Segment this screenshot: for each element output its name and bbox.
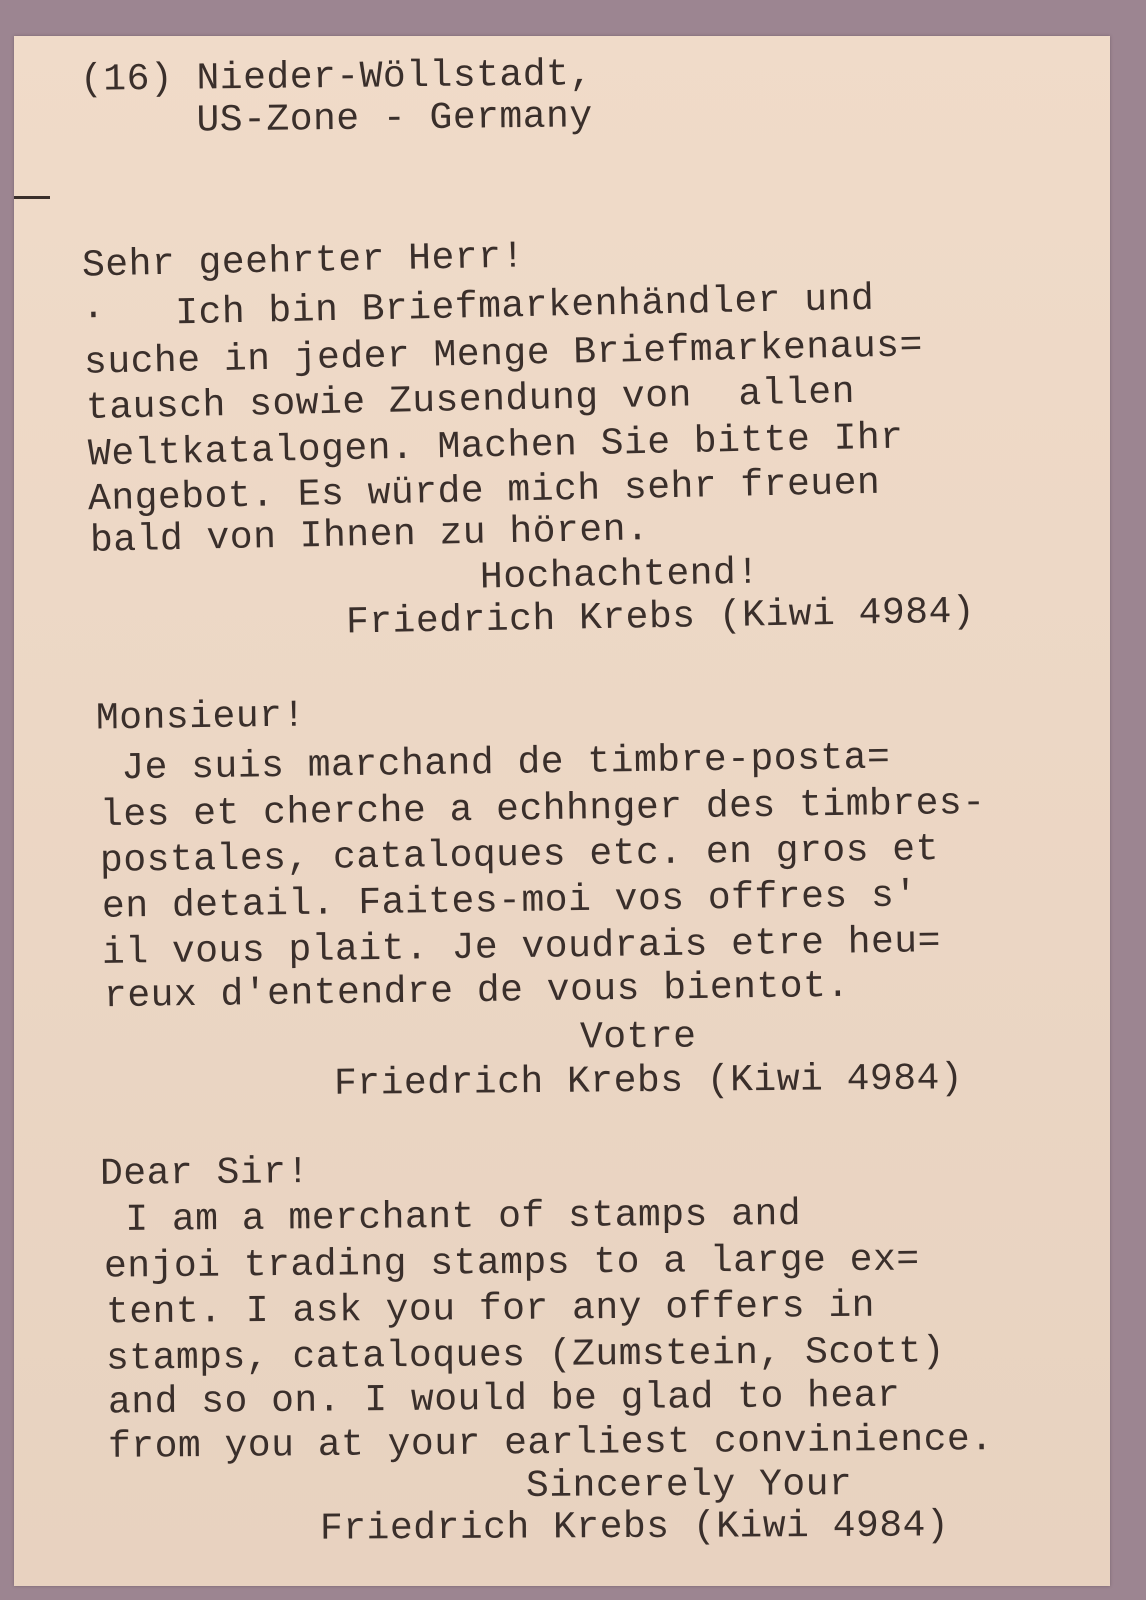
- english-body-line: I am a merchant of stamps and: [101, 1192, 802, 1243]
- english-signature: Friedrich Krebs (Kiwi 4984): [319, 1504, 950, 1551]
- french-body-line: il vous plait. Je voudrais etre heu=: [101, 920, 942, 975]
- margin-tick-mark: [14, 196, 50, 199]
- french-body-line: en detail. Faites-moi vos offres s': [101, 874, 918, 929]
- german-body-line: bald von Ihnen zu hören.: [89, 508, 650, 563]
- english-body-line: and so on. I would be glad to hear: [107, 1374, 901, 1425]
- english-body-line: from you at your earliest convinience.: [107, 1418, 994, 1469]
- french-body-line: Je suis marchand de timbre-posta=: [97, 736, 891, 791]
- french-salutation: Monsieur!: [95, 694, 307, 741]
- english-closing: Sincerely Your: [525, 1463, 853, 1508]
- german-body-line: tausch sowie Zusendung von allen: [85, 370, 856, 431]
- german-body-line: · Ich bin Briefmarkenhändler und: [81, 277, 875, 338]
- address-line-1: (16) Nieder-Wöllstadt,: [79, 53, 593, 102]
- french-body-line: postales, cataloques etc. en gros et: [99, 828, 940, 883]
- address-line-2: US-Zone - Germany: [79, 95, 593, 144]
- german-signature: Friedrich Krebs (Kiwi 4984): [345, 590, 976, 645]
- french-body-line: les et cherche a echhnger des timbres-: [99, 781, 986, 838]
- german-body-line: Weltkatalogen. Machen Sie bitte Ihr: [87, 416, 904, 477]
- german-body-line: suche in jeder Menge Briefmarkenaus=: [83, 324, 924, 385]
- french-body-line: reux d'entendre de vous bientot.: [103, 964, 850, 1019]
- french-signature: Friedrich Krebs (Kiwi 4984): [333, 1057, 964, 1106]
- german-closing: Hochachtend!: [479, 551, 761, 600]
- letter-paper: [14, 36, 1110, 1586]
- german-body-line: Angebot. Es würde mich sehr freuen: [87, 461, 881, 522]
- english-body-line: stamps, cataloques (Zumstein, Scott): [105, 1330, 946, 1381]
- english-body-line: enjoi trading stamps to a large ex=: [103, 1238, 920, 1289]
- french-closing: Votre: [579, 1015, 697, 1060]
- english-body-line: tent. I ask you for any offers in: [105, 1284, 876, 1335]
- german-salutation: Sehr geehrter Herr!: [81, 235, 526, 288]
- english-salutation: Dear Sir!: [99, 1151, 310, 1196]
